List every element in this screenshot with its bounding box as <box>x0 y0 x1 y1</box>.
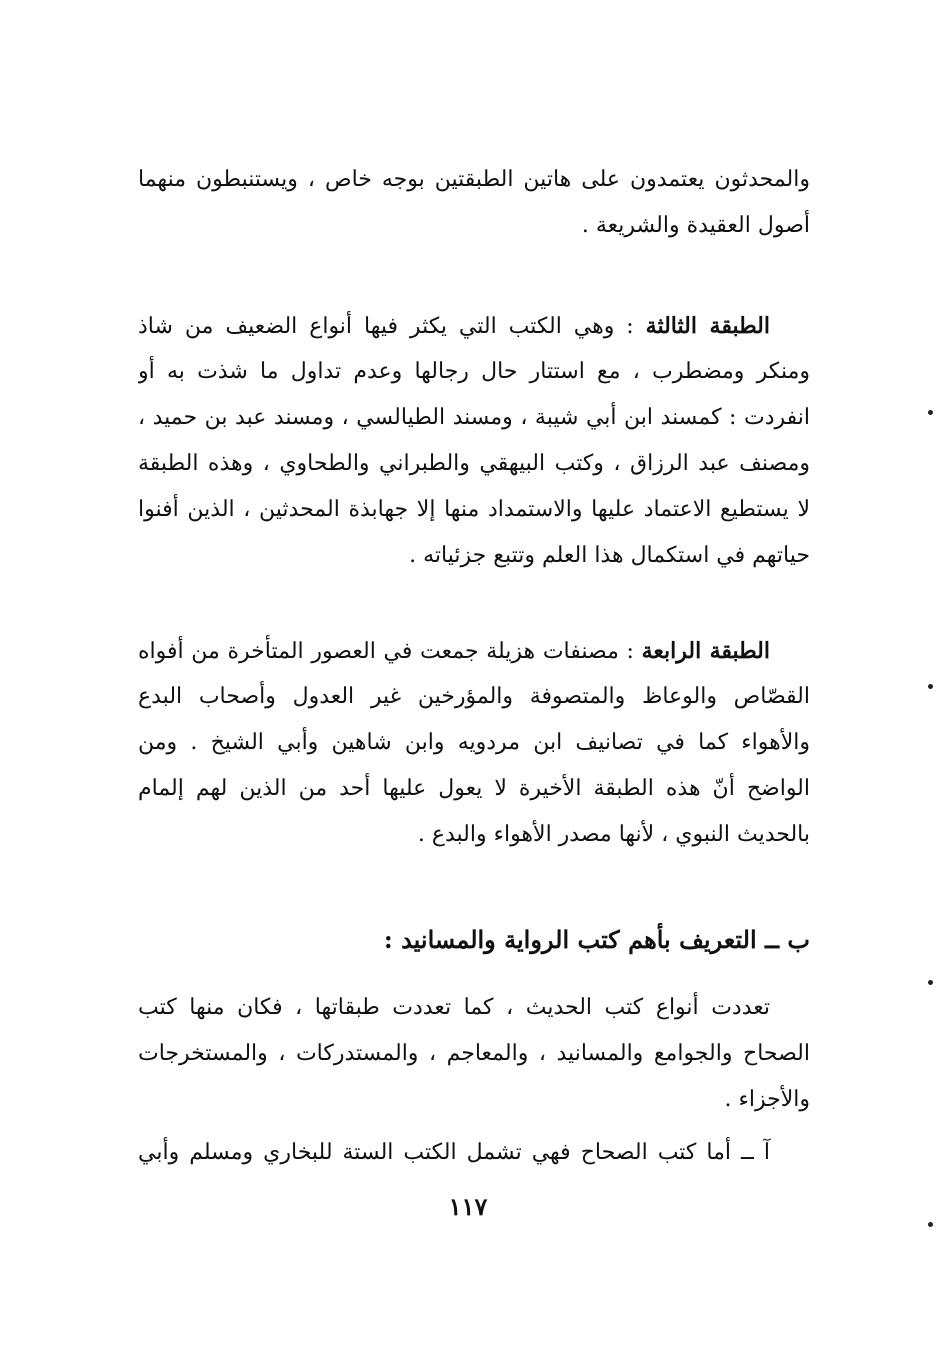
text-line: ومنكر ومضطرب ، مع استتار حال رجالها وعدم تداول ما شذت به أو <box>138 359 810 384</box>
text-run: : مصنفات هزيلة جمعت في العصور المتأخرة من أفواه <box>138 639 642 664</box>
text-line: بالحديث النبوي ، لأنها مصدر الأهواء والبدع . <box>417 822 810 847</box>
text-line: والمحدثون يعتمدون على هاتين الطبقتين بوجه خاص ، ويستنبطون منهما <box>138 167 810 192</box>
text-line: حياتهم في استكمال هذا العلم وتتبع جزئياته . <box>409 543 810 568</box>
scan-speck <box>928 684 933 689</box>
paragraph-lead-term: الطبقة الثالثة <box>645 313 770 339</box>
paragraph-lead-term: الطبقة الرابعة <box>641 638 771 664</box>
paragraph-1 <box>138 157 810 249</box>
text-line: تعددت أنواع كتب الحديث ، كما تعددت طبقاتها ، فكان منها كتب <box>138 995 770 1020</box>
paragraph-intro <box>138 985 810 1123</box>
section-heading: ب ــ التعريف بأهم كتب الرواية والمسانيد : <box>383 925 810 954</box>
text-line: أصول العقيدة والشريعة . <box>581 213 810 238</box>
scan-speck <box>928 980 933 985</box>
paragraph-fourth-class <box>138 628 810 858</box>
text-line <box>138 303 810 349</box>
text-line: الواضح أنّ هذه الطبقة الأخيرة لا يعول عليها أحد من الذين لهم إلمام <box>138 776 810 801</box>
text-line <box>138 628 810 674</box>
text-line: القصّاص والوعاظ والمتصوفة والمؤرخين غير العدول وأصحاب البدع <box>138 684 810 709</box>
paragraph-third-class <box>138 303 810 579</box>
text-run: : وهي الكتب التي يكثر فيها أنواع الضعيف من شاذ <box>138 314 646 339</box>
scan-speck <box>928 1222 933 1227</box>
text-line: والأهواء كما في تصانيف ابن مردويه وابن شاهين وأبي الشيخ . ومن <box>138 730 810 755</box>
text-line: آ ــ أما كتب الصحاح فهي تشمل الكتب الستة للبخاري ومسلم وأبي <box>138 1140 770 1165</box>
text-line: والأجزاء . <box>724 1087 810 1112</box>
text-line: انفردت : كمسند ابن أبي شيبة ، ومسند الطيالسي ، ومسند عبد بن حميد ، <box>138 405 810 430</box>
text-line: الصحاح والجوامع والمسانيد ، والمعاجم ، والمستدركات ، والمستخرجات <box>138 1041 810 1066</box>
page-number: ١١٧ <box>448 1192 488 1221</box>
scan-speck <box>928 410 933 415</box>
paragraph-item-a <box>138 1130 810 1176</box>
text-line: ومصنف عبد الرزاق ، وكتب البيهقي والطبراني والطحاوي ، وهذه الطبقة <box>138 451 810 476</box>
text-line: لا يستطيع الاعتماد عليها والاستمداد منها إلا جهابذة المحدثين ، الذين أفنوا <box>138 497 810 522</box>
